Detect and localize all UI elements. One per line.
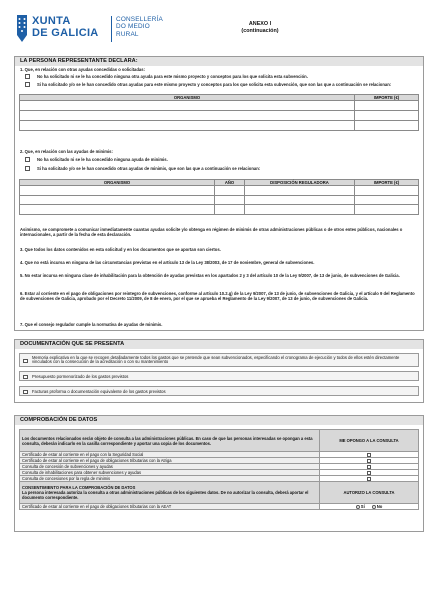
table2-cell[interactable]: [245, 186, 355, 196]
xunta-logo: XUNTA DE GALICIA: [32, 15, 99, 39]
table1-header-organismo: ORGANISMO: [20, 95, 355, 101]
department-name: CONSELLERÍA DO MEDIO RURAL: [116, 16, 163, 38]
declaration-item-1: 1. Que, en relación con otras ayudas concedidas o solicitadas:: [20, 67, 145, 72]
documentation-title: DOCUMENTACIÓN QUE SE PRESENTA: [15, 340, 423, 349]
consent-text: La persona interesada autoriza la consulta a otras administraciones públicas de los siguientes datos. De no autorizar la consulta, deberá aportar el documento correspondiente.: [22, 490, 309, 500]
data-check-section: [14, 415, 424, 532]
consult-row-label: Consulta de inhabilitaciones para obtener subvenciones y ayudas: [20, 470, 320, 476]
declaration-section: [14, 56, 424, 331]
declaration-item-6: 6. Estar al corriente en el pago de obligaciones por reintegro de subvenciones, conforme al artículo 10.2.g) de la Ley 9/2007, de 13 de junio, de subvenciones de Galicia, y el artículo 9 del Reglamento de subvenciones de Galicia, aprobado por el Decreto 11/2009, de 8 de enero, por el que se aprueba el Reglamento de la Ley 9/2007, de 13 de junio, de subvenciones de Galicia.: [20, 291, 415, 302]
doc-item-label: Memoria explicativa en la que se recogen detalladamente todos los gastos que se pretende que sean subvencionados, especificando el cronograma de ejecución y todos de ellos estén directamente vinculados con la consecución de la acreditación o con su mantenimiento: [32, 354, 400, 365]
table2-cell[interactable]: [355, 186, 419, 196]
authorize-no-radio[interactable]: [372, 505, 376, 509]
no-other-aid-checkbox[interactable]: [25, 74, 30, 79]
table2-cell[interactable]: [215, 205, 245, 215]
oppose-checkbox[interactable]: [367, 453, 371, 457]
table2-cell[interactable]: [245, 195, 355, 205]
table2-header-organismo: ORGANISMO: [20, 180, 215, 186]
consult-row-label: Certificado de estar al corriente en el pago con la Seguridad Social: [20, 452, 320, 458]
other-aid-checkbox[interactable]: [25, 82, 30, 87]
table2-cell[interactable]: [20, 205, 215, 215]
table1-cell[interactable]: [20, 111, 355, 121]
consult-row-label: Consulta de concesiones por la regla de minimis: [20, 476, 320, 482]
oppose-checkbox[interactable]: [367, 477, 371, 481]
consult-row-label: Consulta de concesión de subvenciones y ayudas: [20, 464, 320, 470]
other-aid-table: [19, 94, 419, 131]
table2-cell[interactable]: [355, 195, 419, 205]
doc-item-label: Facturas proforma o documentación equivalente de los gastos previstos: [32, 388, 166, 394]
table2-cell[interactable]: [20, 186, 215, 196]
table2-cell[interactable]: [245, 205, 355, 215]
minimis-commitment: Asimismo, se compromete a comunicar inmediatamente cuantas ayudas solicite y/o obtenga en régimen de minimis de otras administraciones públicas o de otros entes públicos, nacionales o internacionales, a partir de la fecha de esta declaración.: [20, 227, 403, 238]
oppose-header: ME OPONGO A LA CONSULTA: [320, 430, 419, 452]
authorize-yes-radio[interactable]: [356, 505, 360, 509]
doc-checkbox[interactable]: [23, 359, 28, 364]
declaration-item-2: 2. Que, en relación con las ayudas de minimis:: [20, 149, 113, 154]
logo-divider: [111, 16, 112, 42]
doc-checkbox[interactable]: [23, 390, 28, 395]
galicia-shield-icon: [16, 15, 28, 43]
annex-title: ANEXO I (continuación): [241, 21, 279, 34]
no-minimis-checkbox[interactable]: [25, 157, 30, 162]
oppose-checkbox[interactable]: [367, 459, 371, 463]
table1-header-importe: IMPORTE (€): [355, 95, 419, 101]
no-other-aid-label: No ha solicitado ni se le ha concedido ninguna otra ayuda para este mismo proyecto y conceptos para los que solicita esta subvención.: [37, 74, 308, 79]
table2-header-regulation: DISPOSICIÓN REGULADORA: [245, 180, 355, 186]
table2-cell[interactable]: [20, 195, 215, 205]
table2-header-year: AÑO: [215, 180, 245, 186]
declaration-item-5: 5. No estar incursa en ninguna clase de inhabilitación para la obtención de ayudas previstas en los apartados 2 y 3 del artículo 10 de la Ley 9/2007, de 13 de junio, de subvenciones de Galicia.: [20, 273, 400, 278]
authorize-header: AUTORIZO LA CONSULTA: [320, 482, 419, 504]
table2-header-importe: IMPORTE (€): [355, 180, 419, 186]
minimis-table: [19, 179, 419, 215]
table2-cell[interactable]: [215, 195, 245, 205]
declaration-item-7: 7. Que el consejo regulador cumple la normativa de ayudas de minimis.: [20, 322, 163, 327]
documentation-section: [14, 339, 424, 403]
doc-item-presupuesto[interactable]: [19, 371, 419, 381]
table2-cell[interactable]: [215, 186, 245, 196]
data-check-table: [19, 429, 419, 510]
other-aid-label: Si ha solicitado y/o se le han concedido otras ayudas para este mismo proyecto y conceptos para los que solicita esta subvención, que son las que a continuación se relacionan:: [37, 82, 392, 87]
consult-intro: Los documentos relacionados serán objeto de consulta a las administraciones públicas. En caso de que las personas interesadas se opongan a esta consulta, deberán indicarlo en la casilla correspondiente y aportar una copia de los documentos.: [20, 430, 320, 452]
yes-label: Sí: [360, 504, 365, 509]
declaration-item-3: 3. Que todos los datos contenidos en esta solicitud y en los documentos que se aportan son ciertos.: [20, 247, 221, 252]
table1-cell[interactable]: [20, 101, 355, 111]
doc-item-memoria[interactable]: [19, 353, 419, 367]
data-check-title: COMPROBACIÓN DE DATOS: [15, 416, 423, 425]
oppose-checkbox[interactable]: [367, 471, 371, 475]
no-minimis-label: No ha solicitado ni se le ha concedido ninguna ayuda de minimis.: [37, 157, 168, 162]
consent-block: [20, 482, 320, 504]
table1-cell[interactable]: [355, 101, 419, 111]
doc-item-facturas[interactable]: [19, 386, 419, 396]
form-header: [16, 14, 426, 46]
aeat-row-label: Certificado de estar al corriente en el pago de obligaciones tributarias con la AEAT: [20, 504, 320, 510]
consent-title: CONSENTIMIENTO PARA LA COMPROBACIÓN DE DATOS: [22, 485, 136, 490]
consult-row-label: Certificado de estar al corriente en el pago de obligaciones tributarias con la Atriga: [20, 458, 320, 464]
table2-cell[interactable]: [355, 205, 419, 215]
declaration-title: LA PERSONA REPRESENTANTE DECLARA:: [15, 57, 423, 66]
no-label: No: [376, 504, 383, 509]
declaration-item-4: 4. Que no está incursa en ninguna de las circunstancias previstas en el artículo 13 de la Ley 38/2003, de 17 de noviembre, general de subvenciones.: [20, 260, 315, 265]
table1-cell[interactable]: [20, 121, 355, 131]
minimis-label: Si ha solicitado y/o se le han concedido otras ayudas de minimis, que son las que a continuación se relacionan:: [37, 166, 261, 171]
table1-cell[interactable]: [355, 111, 419, 121]
oppose-checkbox[interactable]: [367, 465, 371, 469]
doc-checkbox[interactable]: [23, 375, 28, 380]
table1-cell[interactable]: [355, 121, 419, 131]
doc-item-label: Presupuesto pormenorizado de los gastos previstos: [32, 373, 129, 379]
minimis-checkbox[interactable]: [25, 166, 30, 171]
